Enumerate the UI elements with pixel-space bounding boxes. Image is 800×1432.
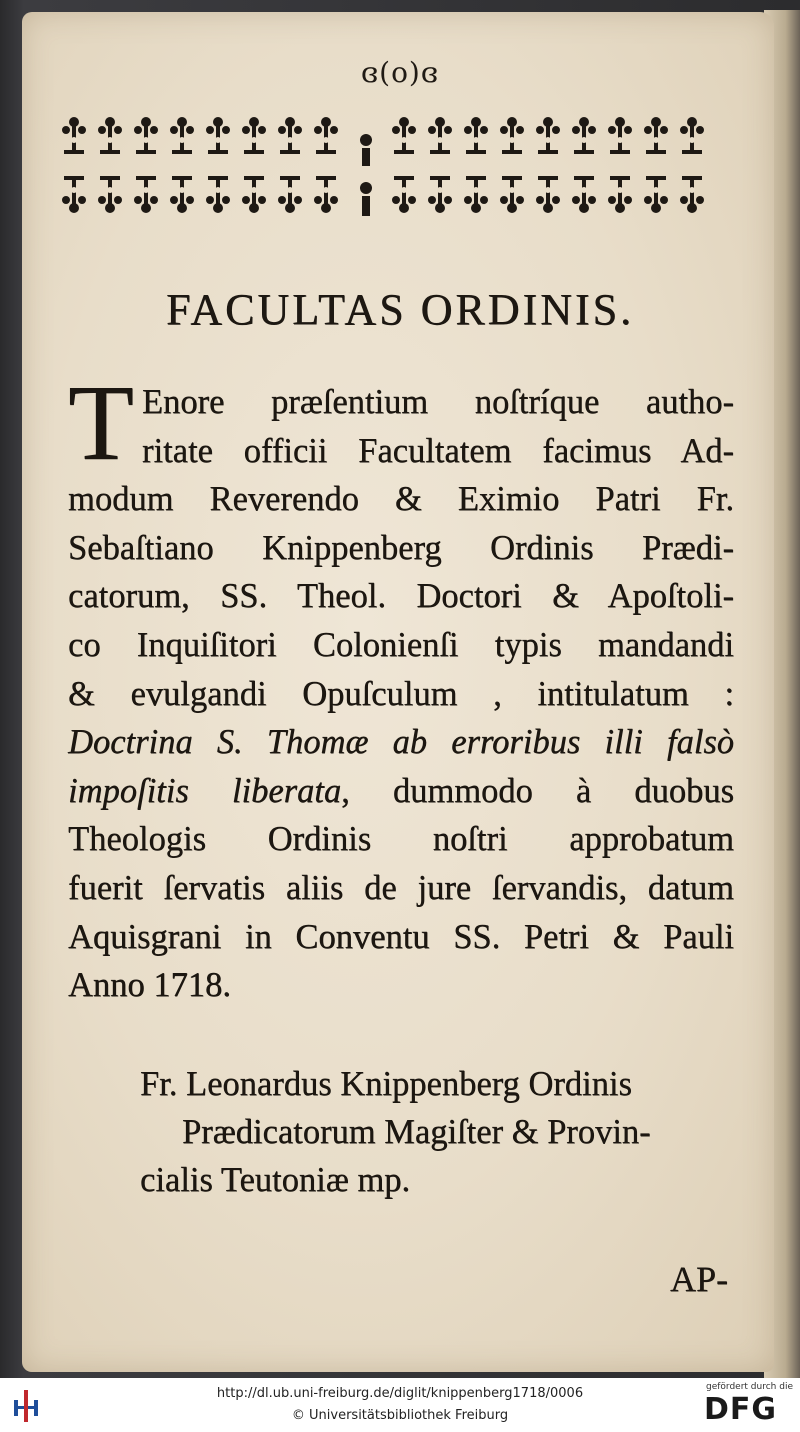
permalink-url[interactable]: http://dl.ub.uni-freiburg.de/diglit/knippenberg1718/0006 [216,1386,584,1401]
signature-line-3: cialis Teutoniæ mp. [140,1161,411,1199]
ornament-row-bottom [62,176,704,213]
text-line-4: Sebaſtiano Knippenberg Ordinis Prædi- [68,528,734,567]
ornament-center-divider [360,134,372,216]
signature-line-2: Prædicatorum Magiſter & Provin- [182,1113,651,1151]
signature-line-1: Fr. Leonardus Knippenberg Ordinis [140,1065,632,1103]
copyright-notice: © Universitätsbibliothek Freiburg [291,1408,509,1423]
text-line-12: Aquisgrani in Conventu SS. Petri & Pauli [68,917,734,956]
drop-cap: T [68,364,134,483]
text-line-3: modum Reverendo & Eximio Patri Fr. [68,480,734,519]
text-line-13: Anno 1718. [68,966,231,1005]
page-heading: FACULTAS ORDINIS. [166,285,634,334]
text-line-9-rest: , dummodo à duobus [341,771,734,810]
signature-block [140,1060,740,1204]
italic-title-end: impoſitis liberata [68,771,342,810]
dfg-logo: DFG [704,1392,778,1427]
ornament-row-top [62,117,704,154]
text-line-1: Enore præſentium noſtríque autho- [141,383,734,421]
page-number: ɞ(o)ɞ [360,56,440,89]
text-line-5: catorum, SS. Theol. Doctori & Apoſtoli- [68,577,734,616]
text-line-8-italic-title: Doctrina S. Thomæ ab erroribus illi falsò [68,723,734,762]
text-line-7: & evulgandi Opuſculum , intitulatum : [68,674,734,713]
text-line-2: ritate officii Facultatem facimus Ad- [141,431,734,470]
text-line-10: Theologis Ordinis noſtri approbatum [68,820,734,859]
text-line-9 [68,767,734,816]
body-paragraph [68,364,734,1010]
catchword: AP- [670,1259,729,1299]
fleuron-ornament-band [62,100,730,242]
text-line-6: co Inquiſitori Colonienſi typis mandandi [68,625,734,664]
text-line-11: fuerit ſervatis aliis de jure ſervandis, datum [68,868,734,907]
viewer-footer [0,1378,800,1432]
dfg-caption: gefördert durch die [706,1382,793,1392]
